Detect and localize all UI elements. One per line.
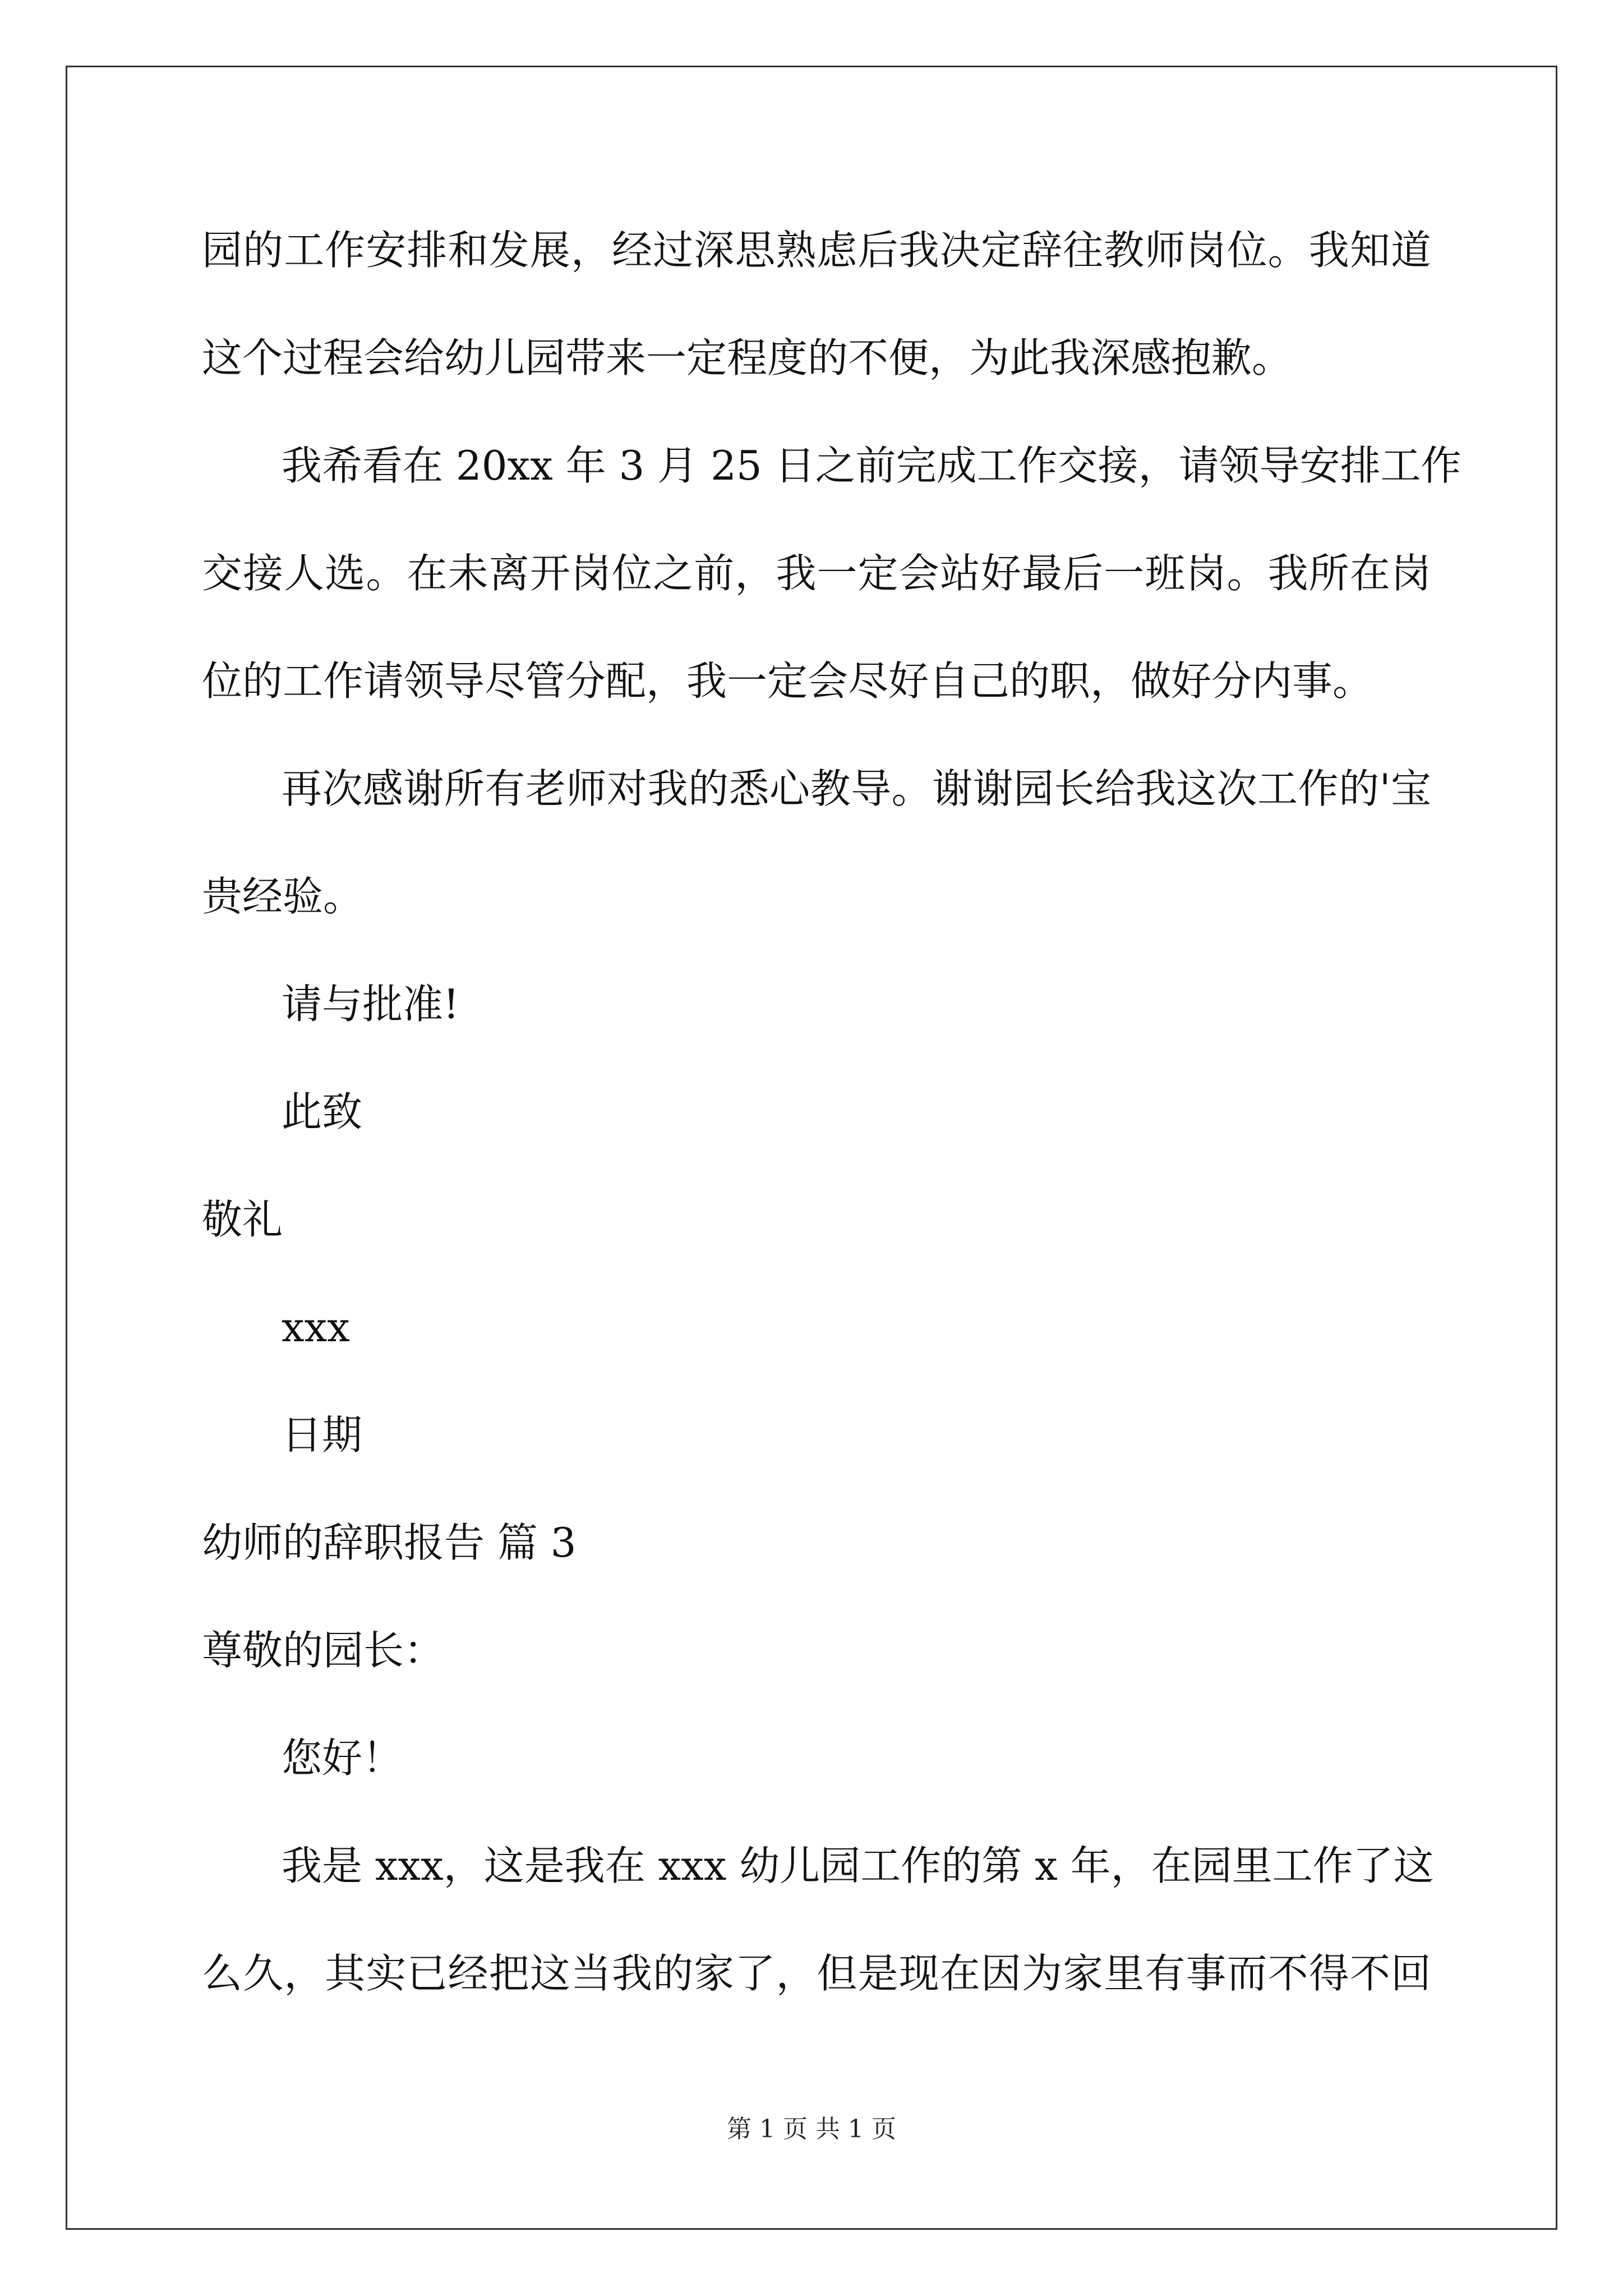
text-line: 么久，其实已经把这当我的家了，但是现在因为家里有事而不得不回 [202,1950,1431,1997]
greeting: 您好！ [282,1734,403,1782]
signature-name: xxx [282,1304,350,1351]
page-border [66,66,1557,2230]
text-line: 园的工作安排和发展，经过深思熟虑后我决定辞往教师岗位。我知道 [202,227,1431,274]
page-footer: 第 1 页 共 1 页 [727,2115,896,2143]
text-line: 位的工作请领导尽管分配，我一定会尽好自己的职，做好分内事。 [202,657,1373,705]
paragraph-start: 再次感谢所有老师对我的悉心教导。谢谢园长给我这次工作的'宝 [282,765,1431,812]
salutation-regards: 敬礼 [202,1196,283,1243]
text-line: 贵经验。 [202,873,364,920]
section-title: 幼师的辞职报告 篇 3 [202,1519,577,1566]
greeting-recipient: 尊敬的园长： [202,1627,445,1674]
paragraph-start: 我是 xxx，这是我在 xxx 幼儿园工作的第 x 年，在园里工作了这 [282,1842,1434,1889]
paragraph-start: 我希看在 20xx 年 3 月 25 日之前完成工作交接，请领导安排工作 [282,442,1461,489]
signature-date: 日期 [282,1411,363,1458]
text-line: 这个过程会给幼儿园带来一定程度的不便，为此我深感抱歉。 [202,334,1293,381]
text-line: 交接人选。在未离开岗位之前，我一定会站好最后一班岗。我所在岗 [202,550,1431,597]
salutation-close: 此致 [282,1088,363,1135]
closing-request: 请与批准! [282,981,459,1028]
